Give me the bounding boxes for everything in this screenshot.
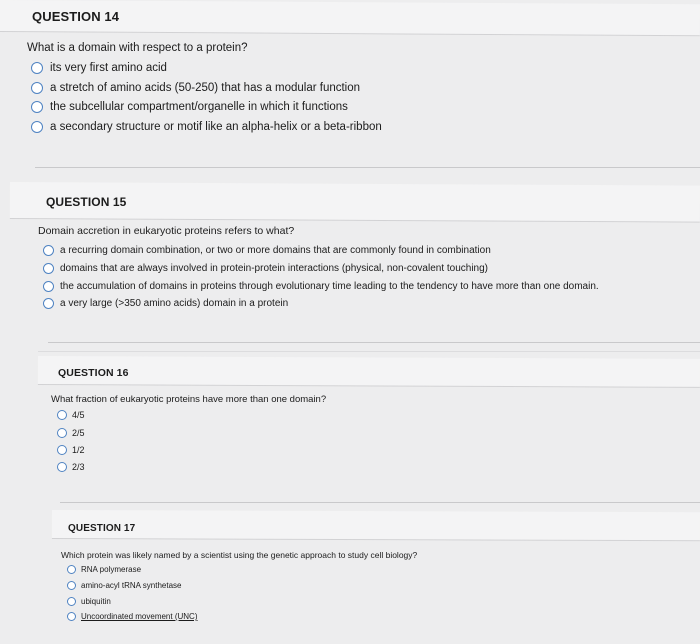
answer-option[interactable] xyxy=(67,612,198,621)
answer-option-label: RNA polymerase xyxy=(81,565,142,574)
radio-button[interactable] xyxy=(57,410,67,420)
answer-option[interactable] xyxy=(31,82,360,94)
answer-option[interactable] xyxy=(67,597,111,606)
answer-option-label: ubiquitin xyxy=(81,597,111,606)
answer-option-label: a very large (>350 amino acids) domain in a protein xyxy=(60,298,289,309)
answer-option-label: its very first amino acid xyxy=(50,62,167,74)
radio-button[interactable] xyxy=(43,263,54,274)
answer-option-label: a secondary structure or motif like an alpha-helix or a beta-ribbon xyxy=(50,121,382,133)
answer-option[interactable] xyxy=(57,445,85,455)
answer-option[interactable] xyxy=(43,298,288,309)
radio-button[interactable] xyxy=(57,445,67,455)
answer-option-label: domains that are always involved in protein-protein interactions (physical, non-covalent touching) xyxy=(60,263,489,274)
answer-option[interactable] xyxy=(67,565,141,574)
answer-option[interactable] xyxy=(57,410,85,420)
answer-option[interactable] xyxy=(57,462,85,472)
radio-button[interactable] xyxy=(31,62,43,74)
question-title: QUESTION 16 xyxy=(58,367,129,379)
question-header xyxy=(38,356,700,388)
radio-button[interactable] xyxy=(43,245,54,256)
question-17 xyxy=(0,510,700,644)
answer-option-label: 2/3 xyxy=(72,462,85,472)
answer-option-label: Uncoordinated movement (UNC) xyxy=(81,612,198,621)
divider xyxy=(38,351,700,352)
answer-option-label: a recurring domain combination, or two or more domains that are commonly found in combination xyxy=(60,245,491,256)
answer-option-label: the subcellular compartment/organelle in which it functions xyxy=(50,101,348,113)
answer-option[interactable] xyxy=(43,281,599,292)
answer-option-label: a stretch of amino acids (50-250) that has a modular function xyxy=(50,82,361,94)
answer-option[interactable] xyxy=(43,263,488,274)
question-text: What fraction of eukaryotic proteins have more than one domain? xyxy=(51,394,327,405)
divider xyxy=(48,342,700,343)
answer-option[interactable] xyxy=(31,121,382,133)
question-title: QUESTION 17 xyxy=(68,523,136,534)
divider xyxy=(60,502,700,503)
question-title: QUESTION 15 xyxy=(46,195,127,209)
radio-button[interactable] xyxy=(67,581,76,590)
question-text: Domain accretion in eukaryotic proteins refers to what? xyxy=(38,225,295,237)
answer-option-label: the accumulation of domains in proteins through evolutionary time leading to the tendency to have more than one domain. xyxy=(60,281,599,292)
answer-option-label: amino-acyl tRNA synthetase xyxy=(81,581,182,590)
question-14 xyxy=(0,0,700,180)
radio-button[interactable] xyxy=(31,101,43,113)
radio-button[interactable] xyxy=(67,597,76,606)
answer-option[interactable] xyxy=(57,428,85,438)
question-text: Which protein was likely named by a scientist using the genetic approach to study cell biology? xyxy=(61,550,418,560)
answer-option-label: 1/2 xyxy=(72,445,85,455)
answer-option[interactable] xyxy=(67,581,182,590)
answer-option-label: 4/5 xyxy=(72,410,85,420)
answer-option-label: 2/5 xyxy=(72,428,85,438)
radio-button[interactable] xyxy=(31,82,43,94)
radio-button[interactable] xyxy=(67,612,76,621)
radio-button[interactable] xyxy=(67,565,76,574)
question-title: QUESTION 14 xyxy=(32,9,120,24)
question-text: What is a domain with respect to a protein? xyxy=(27,42,248,54)
question-15 xyxy=(0,182,700,352)
radio-button[interactable] xyxy=(57,462,67,472)
answer-option[interactable] xyxy=(31,62,167,74)
answer-option[interactable] xyxy=(31,101,348,113)
divider xyxy=(35,167,700,168)
radio-button[interactable] xyxy=(43,298,54,309)
answer-option[interactable] xyxy=(43,245,491,256)
question-header xyxy=(52,510,700,541)
radio-button[interactable] xyxy=(57,428,67,438)
radio-button[interactable] xyxy=(43,281,54,292)
question-16 xyxy=(0,356,700,506)
radio-button[interactable] xyxy=(31,121,43,133)
